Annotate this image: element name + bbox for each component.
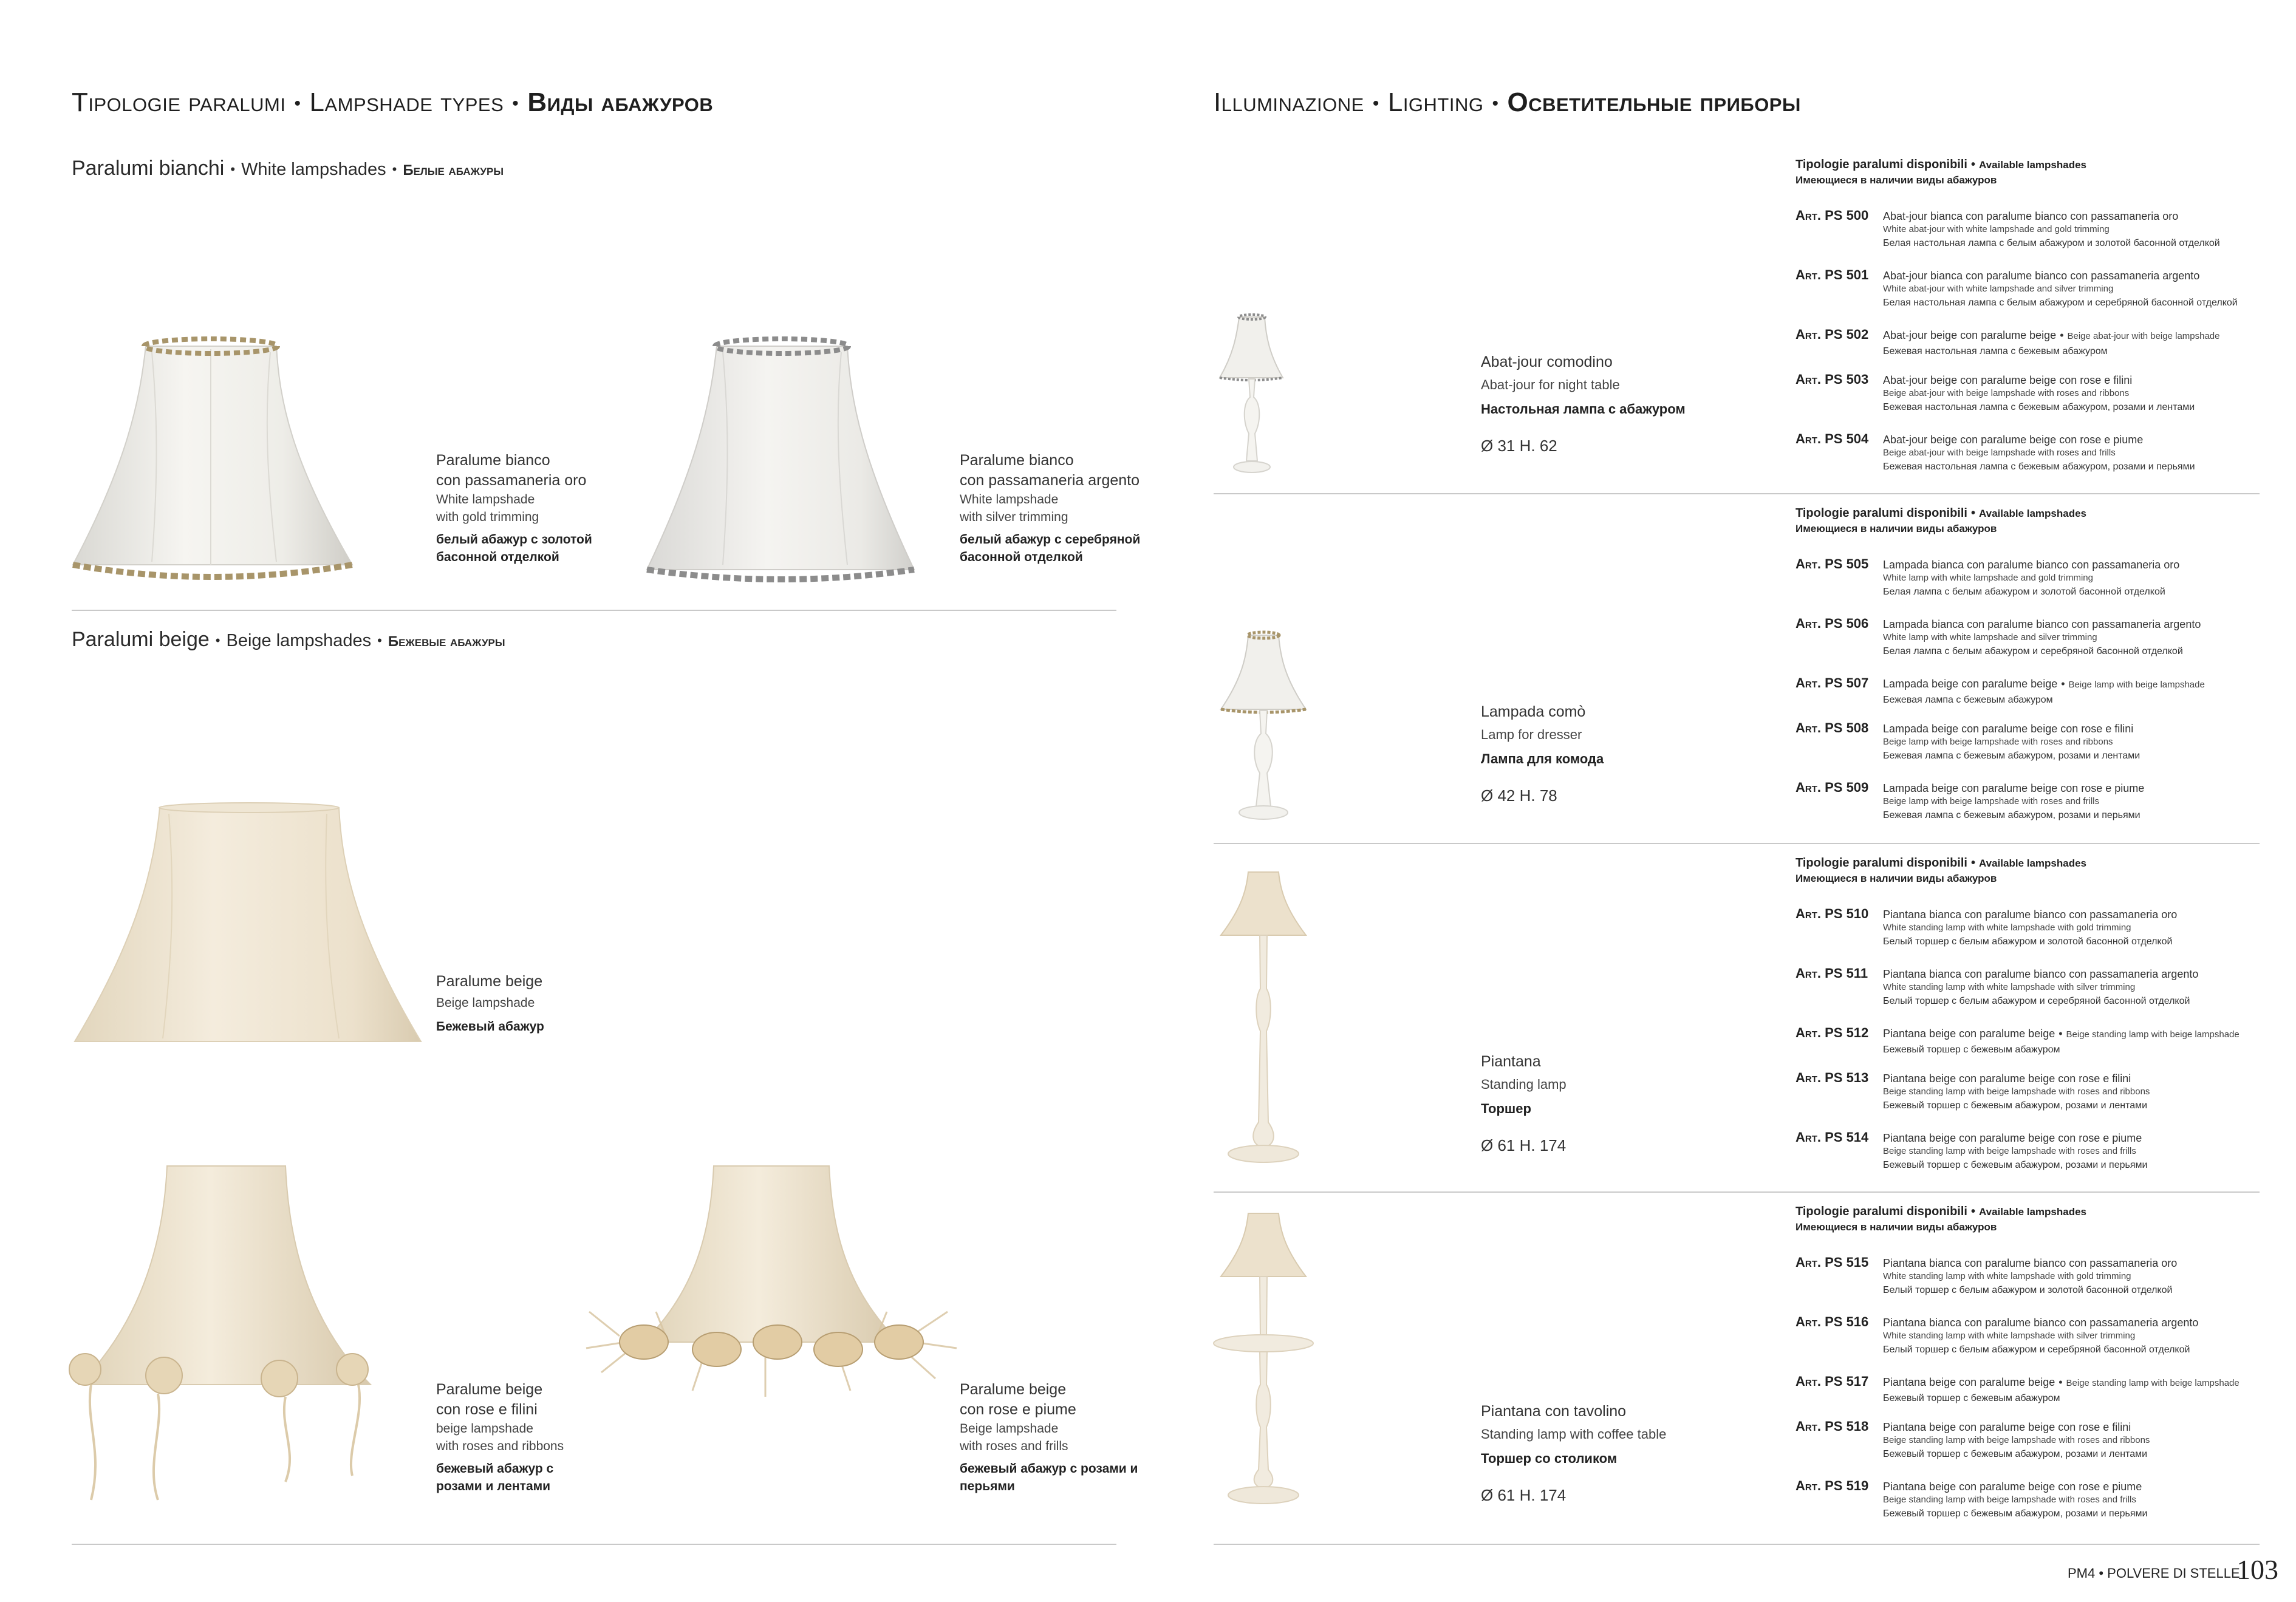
beige-lampshade-frills-image <box>583 1160 960 1415</box>
divider-product-0 <box>1214 493 2260 494</box>
caption-white-gold: Paralume bianco con passamaneria oro White lampshade with gold trimming белый абажур с золотой басонной отделкой <box>436 452 592 564</box>
piantana-con-tavolino-image <box>1209 1208 1318 1512</box>
lampada-como-image <box>1215 630 1312 825</box>
divider-bottom-right <box>1214 1544 2260 1545</box>
left-section-title: Tipologie paralumi • Lampshade types • Виды абажуров <box>72 87 714 117</box>
product-lampada-como: Lampada comò Lamp for dresser Лампа для комода Ø 42 H. 78 <box>1481 703 1604 805</box>
available-lampshades-1: Tipologie paralumi disponibili • Available lampshades Имеющиеся в наличии виды абажуров <box>1795 506 2087 534</box>
available-lampshades-2: Tipologie paralumi disponibili • Available lampshades Имеющиеся в наличии виды абажуров <box>1795 856 2087 884</box>
product-piantana-tavolino: Piantana con tavolino Standing lamp with coffee table Торшер со столиком Ø 61 H. 174 <box>1481 1403 1667 1504</box>
divider-bottom-left <box>72 1544 1116 1545</box>
beige-lampshade-image <box>72 802 424 1045</box>
divider-white <box>72 610 1116 611</box>
available-lampshades-3: Tipologie paralumi disponibili • Available lampshades Имеющиеся в наличии виды абажуров <box>1795 1205 2087 1233</box>
divider-product-2 <box>1214 1191 2260 1193</box>
white-lampshades-header: Paralumi bianchi • White lampshades • Белые абажуры <box>72 157 504 180</box>
caption-beige-frills: Paralume beige con rose e piume Beige lampshade with roses and frills бежевый абажур с розами и перьями <box>960 1381 1138 1493</box>
abat-jour-image <box>1215 312 1288 476</box>
divider-product-1 <box>1214 843 2260 844</box>
footer-brand: PM4 • POLVERE DI STELLE <box>2068 1566 2240 1581</box>
beige-lampshade-ribbons-image <box>67 1160 383 1524</box>
product-piantana: Piantana Standing lamp Торшер Ø 61 H. 174 <box>1481 1053 1567 1154</box>
white-lampshade-silver-image <box>638 328 923 583</box>
caption-beige-plain: Paralume beige Beige lampshade Бежевый абажур <box>436 973 544 1034</box>
right-section-title: Illuminazione • Lighting • Осветительные приборы <box>1214 87 1801 117</box>
product-abat-jour: Abat-jour comodino Abat-jour for night table Настольная лампа с абажуром Ø 31 H. 62 <box>1481 353 1686 455</box>
page-number: 103 <box>2236 1554 2278 1585</box>
caption-beige-ribbons: Paralume beige con rose e filini beige lampshade with roses and ribbons бежевый абажур с розами и лентами <box>436 1381 564 1493</box>
available-lampshades-0: Tipologie paralumi disponibili • Available lampshades Имеющиеся в наличии виды абажуров <box>1795 158 2087 186</box>
caption-white-silver: Paralume bianco con passamaneria argento White lampshade with silver trimming белый абажур с серебряной басонной отделкой <box>960 452 1141 564</box>
piantana-image <box>1209 867 1318 1171</box>
beige-lampshades-header: Paralumi beige • Beige lampshades • Бежевые абажуры <box>72 628 505 651</box>
white-lampshade-gold-image <box>67 328 352 583</box>
